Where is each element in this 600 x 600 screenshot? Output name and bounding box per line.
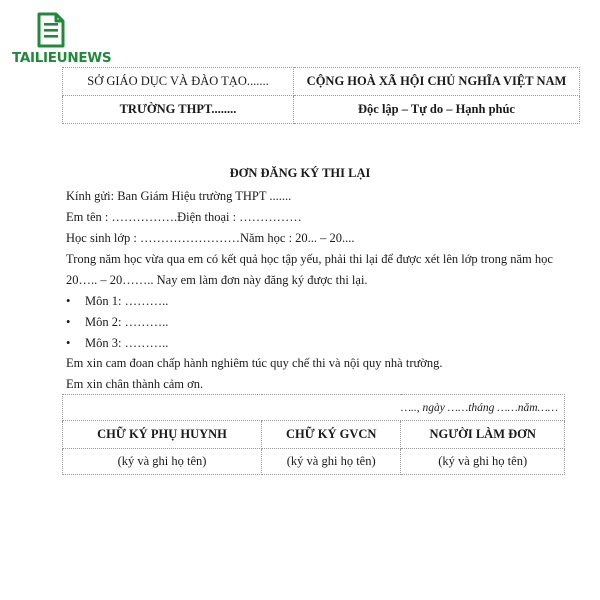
teacher-signature-header: CHỮ KÝ GVCN [262, 421, 401, 449]
name-line: Em tên : …………….Điện thoại : …………… [66, 210, 302, 224]
reason-line-2: 20….. – 20…….. Nay em làm đơn này đăng ký được thi lại. [66, 273, 368, 287]
signature-table [62, 394, 565, 475]
teacher-signature-note: (ký và ghi họ tên) [262, 449, 401, 475]
header-table [62, 67, 580, 124]
greeting-line: Kính gửi: Ban Giám Hiệu trường THPT ....... [66, 189, 292, 203]
bullet-icon: • [66, 336, 71, 350]
school-name: TRƯỜNG THPT........ [63, 96, 294, 124]
applicant-signature-note: (ký và ghi họ tên) [401, 449, 565, 475]
parent-signature-note: (ký và ghi họ tên) [63, 449, 262, 475]
thanks-line: Em xin chân thành cảm ơn. [66, 377, 204, 391]
reason-line-1: Trong năm học vừa qua em có kết quả học tập yếu, phải thi lại để được xét lên lớp trong năm học [66, 252, 553, 266]
national-motto: Độc lập – Tự do – Hạnh phúc [294, 96, 580, 124]
class-line: Học sinh lớp : ……………………Năm học : 20... – 20.... [66, 231, 355, 245]
department-name: SỞ GIÁO DỤC VÀ ĐÀO TẠO....... [63, 68, 294, 96]
date-line: ….., ngày ……tháng ……năm…… [63, 395, 565, 421]
commitment-line: Em xin cam đoan chấp hành nghiêm túc quy chế thi và nội quy nhà trường. [66, 356, 443, 370]
logo-text: TAILIEUNEWS [12, 50, 112, 66]
document-title: ĐƠN ĐĂNG KÝ THI LẠI [229, 166, 371, 180]
subject-label: Môn 3: ……….. [85, 336, 169, 350]
country-name: CỘNG HOÀ XÃ HỘI CHỦ NGHĨA VIỆT NAM [294, 68, 580, 96]
subject-label: Môn 2: ……….. [85, 315, 169, 329]
site-logo[interactable] [10, 10, 112, 70]
parent-signature-header: CHỮ KÝ PHỤ HUYNH [63, 421, 262, 449]
bullet-icon: • [66, 294, 71, 308]
applicant-signature-header: NGƯỜI LÀM ĐƠN [401, 421, 565, 449]
bullet-icon: • [66, 315, 71, 329]
document-icon [36, 12, 66, 48]
subject-label: Môn 1: ……….. [85, 294, 169, 308]
